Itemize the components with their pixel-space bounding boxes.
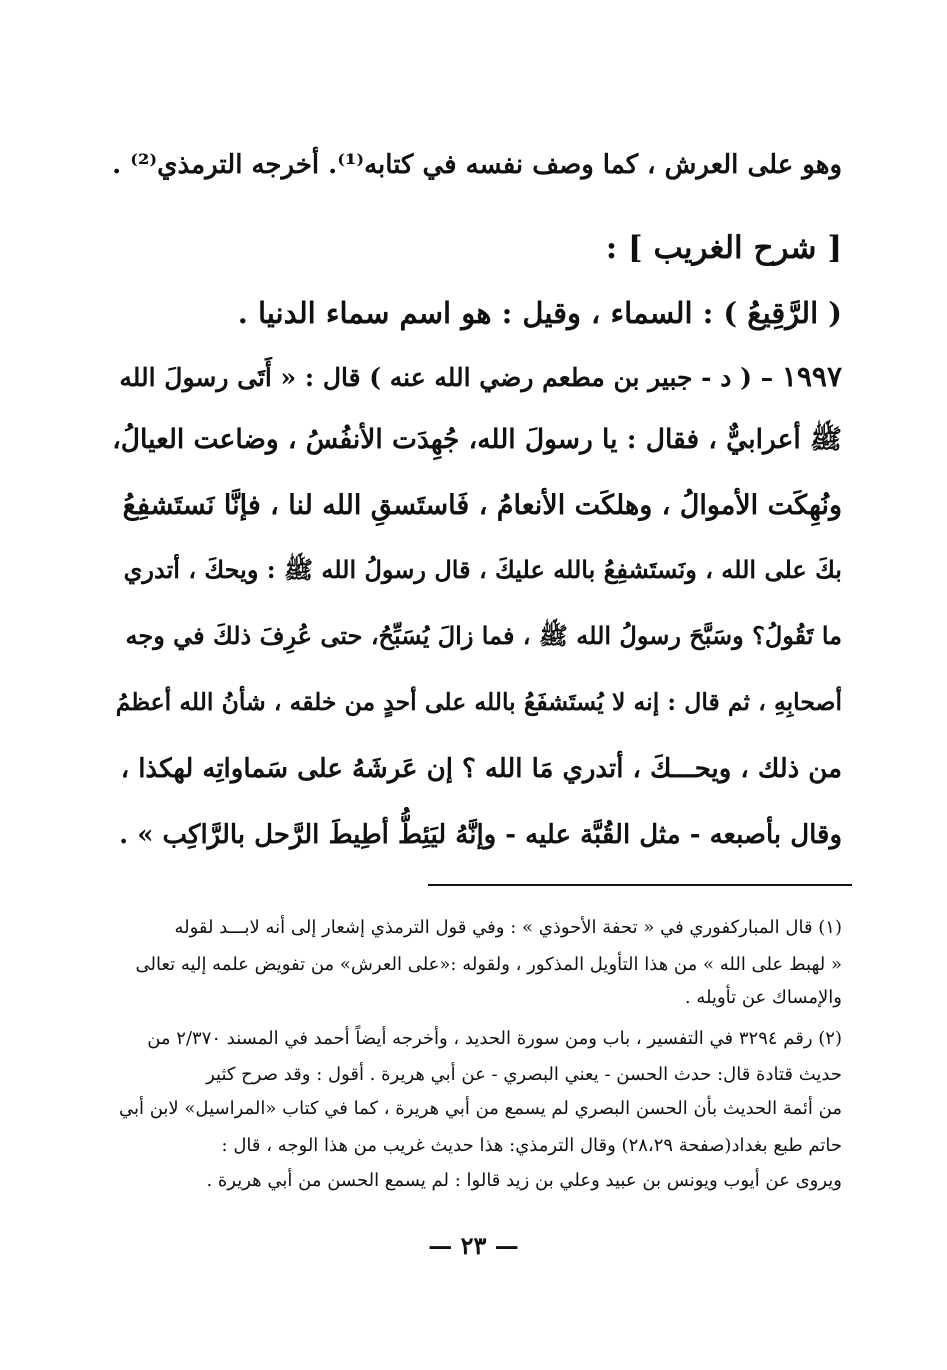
footnote-line: (١) قال المباركفوري في « تحفة الأحوذي » : وفي قول الترمذي إشعار إلى أنه لابـــد لقوله (174, 917, 842, 938)
text-line: ما تَقُولُ؟ وسَبَّحَ رسولُ الله ﷺ ، فما زالَ يُسَبِّحُ، حتى عُرِفَ ذلكَ في وجه (125, 621, 842, 650)
footnote-line: من أئمة الحديث بأن الحسن البصري لم يسمع من أبي هريرة ، كما في كتاب «المراسيل» لابن أبي (118, 1098, 842, 1119)
text-line: أصحابِهِ ، ثم قال : إنه لا يُستَشفَعُ بالله على أحدٍ من خلقه ، شأنُ الله أعظمُ (115, 688, 842, 716)
footnote-line: والإمساك عن تأويله . (684, 987, 842, 1008)
page-number: — ٢٣ — (428, 1231, 519, 1260)
footnote-line: حديث قتادة قال: حدث الحسن - يعني البصري - عن أبي هريرة . أقول : وقد صرح كثير (206, 1064, 842, 1085)
footnote-line: « لهبط على الله » من هذا التأويل المذكور ، ولقوله :«على العرش» من تفويض علمه إليه تعالى (135, 954, 842, 975)
footnote-line: (٢) رقم ٣٢٩٤ في التفسير ، باب ومن سورة الحديد ، وأخرجه أيضاً أحمد في المسند ٢/٣٧٠ من (147, 1028, 842, 1049)
text-line: من ذلك ، ويحـــكَ ، أتدري مَا الله ؟ إن عَرشَهُ على سَماواتِه لهكذا ، (120, 754, 842, 784)
section-heading: [ شرح الغريب ] : (605, 230, 842, 266)
text-line: وقال بأصبعه - مثل القُبَّة عليه - وإنَّهُ ليَئِطُّ أطِيطَ الرَّحل بالرَّاكِب » . (119, 820, 842, 850)
text-line: ونُهِكَت الأموالُ ، وهلكَت الأنعامُ ، فَاستَسقِ الله لنا ، فإنَّا نَستَشفِعُ (122, 490, 842, 521)
text-line: ﷺ أعرابيٌّ ، فقال : يا رسولَ الله، جُهِدَت الأنفُسُ ، وضاعت العيالُ، (112, 424, 842, 455)
hadith-text: – ( د - جبير بن مطعم رضي الله عنه ) قال : « أَتَى رسولَ الله (119, 363, 774, 392)
footnote-line: ويروى عن أيوب ويونس بن عبيد وعلي بن زيد قالوا : لم يسمع الحسن من أبي هريرة . (206, 1170, 842, 1191)
text-line: بكَ على الله ، ونَستَشفِعُ بالله عليكَ ، قال رسولُ الله ﷺ : ويحكَ ، أتدري (123, 555, 842, 584)
hadith-first-line (112, 360, 842, 394)
footnote-divider (428, 884, 852, 886)
text-line: وهو على العرش ، كما وصف نفسه في كتابه⁽¹⁾. أخرجه الترمذي⁽²⁾ . (112, 150, 842, 180)
footnote-line: حاتم طبع بغداد(صفحة ٢٨،٢٩) وقال الترمذي: هذا حديث غريب من هذا الوجه ، قال : (221, 1135, 842, 1156)
hadith-number: ١٩٩٧ (781, 360, 842, 393)
text-line: ( الرَّقِيعُ ) : السماء ، وقيل : هو اسم سماء الدنيا . (237, 296, 842, 330)
